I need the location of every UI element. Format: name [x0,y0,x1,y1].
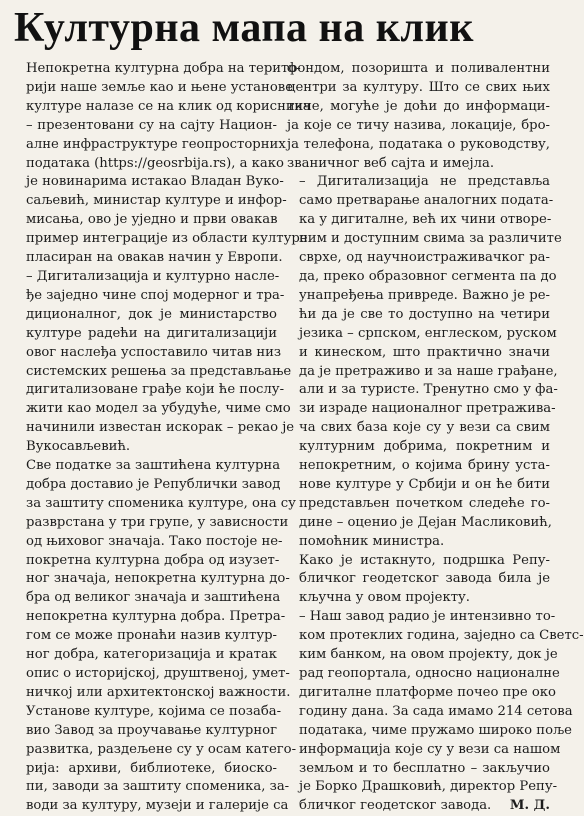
text-line: Непокретна културна добра на терито- [26,61,301,76]
text-line: саљевић, министар културе и инфор- [26,193,287,209]
text-line: развитка, раздељене су у осам катего- [26,741,297,757]
text-line: бра од великог значаја и заштићена [26,590,281,606]
text-line: ћи да је све то доступно на четири [299,306,550,322]
article-title: Културна мапа на клик [14,5,474,51]
text-line: Како је истакнуто, подршка Репу- [299,552,550,568]
text-line: мисања, ово је уједно и први овакав [26,212,278,228]
article-column-right [287,60,584,816]
text-line: само претварање аналогних подата- [299,193,554,209]
text-line: тиче, могуће је доћи до информаци- [287,98,550,114]
text-line: језика – српском, енглеском, руском [299,325,557,341]
text-line: дине – оценио је Дејан Масликовић, [299,514,552,530]
text-line: вио Завод за проучавање културног [26,722,278,738]
text-line: – Дигитализација и културно насле- [26,268,280,284]
article-paragraph [14,60,311,268]
text-line: података (https://geosrbija.rs), а како [26,155,284,171]
text-line: центри за културу. Што се свих њих [287,79,550,95]
text-line: нове културе у Србији и он ће бити [299,476,550,492]
text-line: да је претраживо и за наше грађане, [299,363,558,379]
text-line: за заштиту споменика културе, она су [26,495,296,511]
text-line: али и за туристе. Тренутно смо у фа- [299,382,558,398]
text-line: ком протеклих година, заједно са Светс- [299,628,584,644]
text-line: информација које су у вези са нашом [299,741,561,757]
text-line: пласиран на овакав начин у Европи. [26,250,283,266]
text-line: помоћник министра. [299,533,445,549]
text-line: ним и доступним свима за различите [299,231,562,247]
text-line: културним добрима, покретним и [299,439,550,455]
text-line: од њиховог значаја. Тако постоје не- [26,533,283,549]
text-line: диционалног, док је министарство [26,306,277,322]
text-line: Установе културе, којима се позаба- [26,703,282,719]
text-line: фондом, позоришта и поливалентни [287,61,550,76]
text-line: земљом и то бесплатно – закључио [299,760,550,776]
text-line: дигитализоване грађе који ће послу- [26,382,285,398]
text-line: ђе заједно чине спој модерног и тра- [26,287,285,303]
text-line: гом се може пронаћи назив култур- [26,628,277,644]
text-line: води за културу, музеји и галерије са [26,798,289,814]
text-line: начинили известан искорак – рекао је [26,420,295,436]
text-line: ничкој или архитектонској важности. [26,684,291,700]
text-line: непокретна културна добра. Претра- [26,609,286,625]
text-line: годину дана. За сада имамо 214 сетова [299,703,573,719]
text-line: разврстана у три групе, у зависности [26,514,289,530]
text-line: ја које се тичу назива, локације, бро- [287,117,550,133]
text-line: алне инфраструктуре геопросторних [26,136,286,152]
text-line: представљен почетком следеће го- [299,495,550,511]
text-line: овог наслеђа успоставило читав низ [26,344,282,360]
text-line: Све податке за заштићена културна [26,458,281,474]
text-line: бличког геодетског завода. М. Д. [287,797,550,816]
text-line: – Дигитализација не представља [299,174,550,190]
text-line: рад геопортала, односно националне [299,666,560,681]
text-line: и кинеском, што практично значи [299,344,550,360]
text-line: – презентовани су на сајту Национ- [26,117,277,133]
text-line: културе налазе се на клик од корисника [26,98,311,114]
article-paragraph [287,60,550,173]
text-line: непокретним, о којима брину уста- [299,458,550,474]
text-line: кључна у овом пројекту. [299,590,470,606]
text-line: ног значаја, непокретна културна до- [26,571,290,587]
text-line: је новинарима истакао Владан Вуко- [26,174,284,190]
article-body [14,60,584,816]
text-line: зи израде националног претражива- [299,401,556,417]
text-line: дигиталне платформе почео пре око [299,684,556,700]
text-line: ка у дигиталне, већ их чини отворе- [299,212,552,228]
text-line: ким банком, на овом пројекту, док је [299,647,558,663]
text-line: опис о историјској, друштвеној, умет- [26,666,290,681]
text-line: да, преко образовног сегмента па до [299,268,557,284]
article-paragraph [287,608,584,816]
text-line: је Борко Драшковић, директор Репу- [299,779,558,795]
text-line: ног добра, категоризација и кратак [26,647,277,663]
article-paragraph [287,173,562,551]
text-line: жити као модел за убудуће, чиме смо [26,401,291,417]
text-line: података, чиме пружамо широко поље [299,722,572,738]
text-line: рија: архиви, библиотеке, биоско- [26,760,277,776]
author-signature: М. Д. [509,798,550,814]
text-line: системских решења за представљање [26,363,292,379]
text-line: добра доставио је Републички завод [26,476,281,492]
article-paragraph [14,268,295,457]
text-line: културе радећи на дигитализацији [26,325,277,341]
text-line: покретна културна добра од изузет- [26,552,280,568]
text-line: ја телефона, података о руководству, [287,136,550,152]
text-line: Вукосављевић. [26,439,131,455]
text-line: бличког геодетског завода била је [299,571,550,587]
text-line: сврхе, од научноистраживачког ра- [299,250,550,266]
text-line: – Наш завод радио је интензивно то- [299,609,556,625]
text-line: унапређења привреде. Важно је ре- [299,287,550,303]
text-line: рији наше земље као и њене установе [26,79,293,95]
article-paragraph [14,457,297,816]
text-line: пи, заводи за заштиту споменика, за- [26,779,290,795]
text-line: званичног веб сајта и имејла. [287,155,495,171]
text-line: ча свих база које су у вези са свим [299,420,550,436]
article-paragraph [287,552,550,609]
text-line: пример интеграције из области културе [26,231,308,247]
article-column-left [14,60,311,816]
